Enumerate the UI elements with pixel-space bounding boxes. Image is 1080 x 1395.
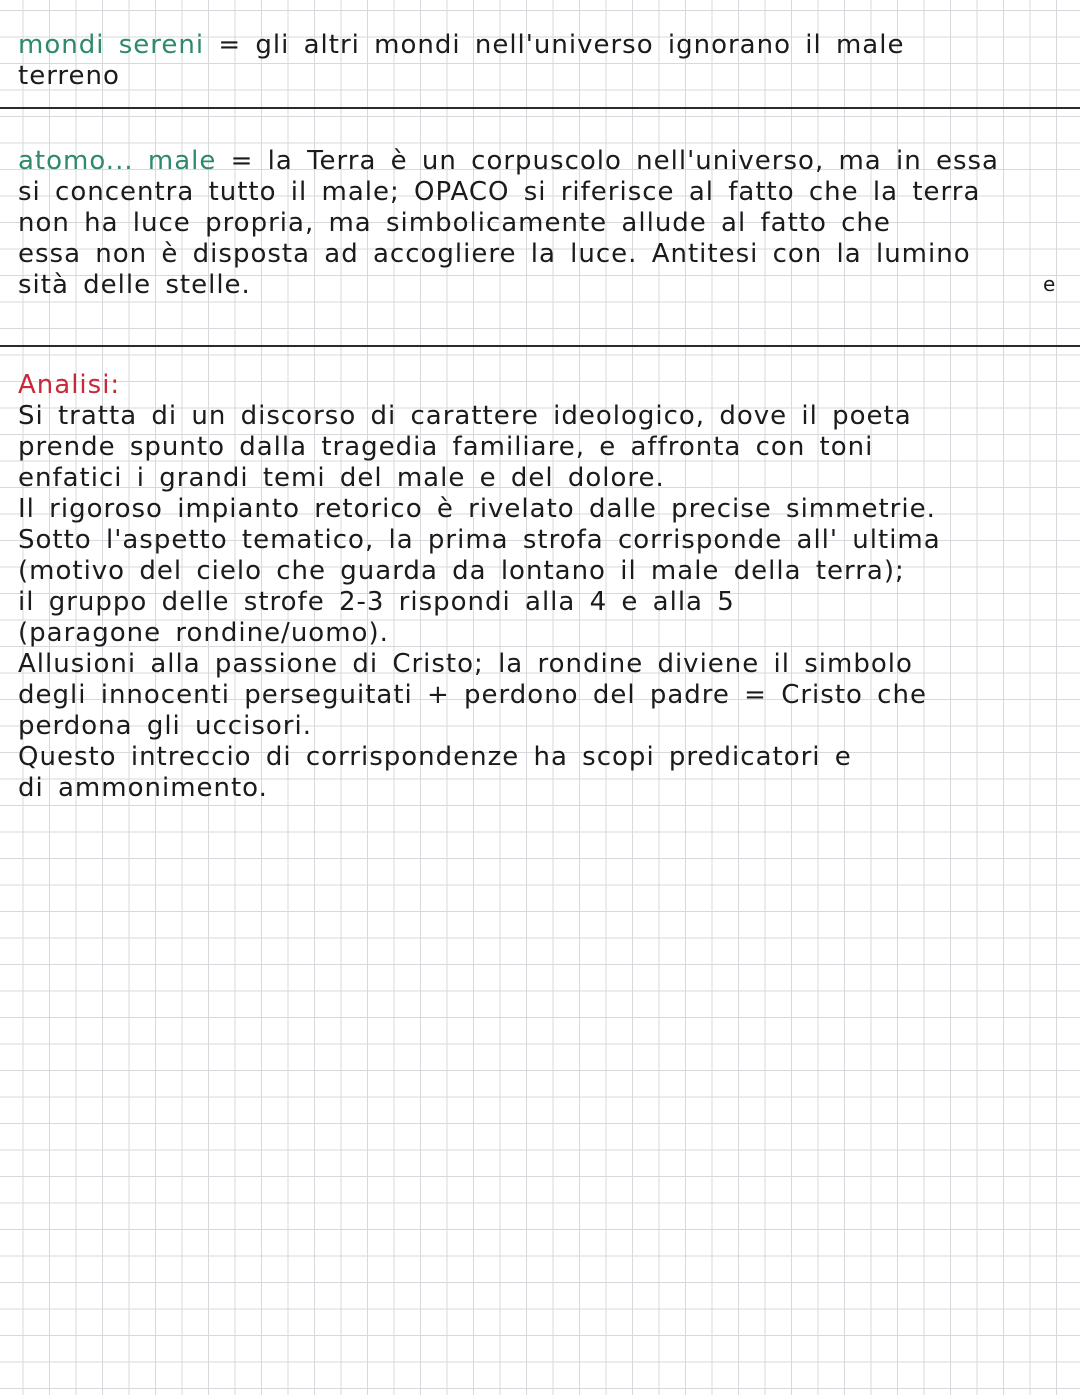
line-11: perdona gli uccisori. xyxy=(18,711,312,741)
analisi-heading: Analisi: xyxy=(18,370,121,400)
line-2: si concentra tutto il male; OPACO si riferisce al fatto che la terra xyxy=(18,177,981,207)
line-5: sità delle stelle. xyxy=(18,270,251,300)
line-2: terreno xyxy=(18,61,120,91)
term-mondi-sereni: mondi sereni xyxy=(18,30,205,60)
line-6: (motivo del cielo che guarda da lontano il male della terra); xyxy=(18,556,905,586)
term-atomo-male: atomo... male xyxy=(18,146,217,176)
section-mondi-sereni xyxy=(18,30,1068,92)
margin-mark: e xyxy=(1043,272,1056,296)
line-3: enfatici i grandi temi del male e del dolore. xyxy=(18,463,665,493)
line-1: Si tratta di un discorso di carattere ideologico, dove il poeta xyxy=(18,401,912,431)
line-12: Questo intreccio di corrispondenze ha scopi predicatori e xyxy=(18,742,852,772)
line-1 xyxy=(18,30,1068,61)
section-divider xyxy=(0,345,1080,347)
section-analisi xyxy=(18,370,1068,804)
line-2: prende spunto dalla tragedia familiare, e affronta con toni xyxy=(18,432,874,462)
definition-text: = gli altri mondi nell'universo ignorano il male xyxy=(204,30,905,60)
line-10: degli innocenti perseguitati + perdono del padre = Cristo che xyxy=(18,680,927,710)
section-divider xyxy=(0,107,1080,109)
line-7: il gruppo delle strofe 2-3 rispondi alla 4 e alla 5 xyxy=(18,587,735,617)
line-8: (paragone rondine/uomo). xyxy=(18,618,389,648)
line-4: essa non è disposta ad accogliere la luce. Antitesi con la lumino xyxy=(18,239,971,269)
line-9: Allusioni alla passione di Cristo; la rondine diviene il simbolo xyxy=(18,649,913,679)
line-4: Il rigoroso impianto retorico è rivelato dalle precise simmetrie. xyxy=(18,494,936,524)
definition-text: = la Terra è un corpuscolo nell'universo, ma in essa xyxy=(216,146,999,176)
line-3: non ha luce propria, ma simbolicamente allude al fatto che xyxy=(18,208,891,238)
section-atomo-male xyxy=(18,146,1068,301)
line-13: di ammonimento. xyxy=(18,773,268,803)
line-1 xyxy=(18,146,1068,177)
line-5: Sotto l'aspetto tematico, la prima strofa corrisponde all' ultima xyxy=(18,525,941,555)
